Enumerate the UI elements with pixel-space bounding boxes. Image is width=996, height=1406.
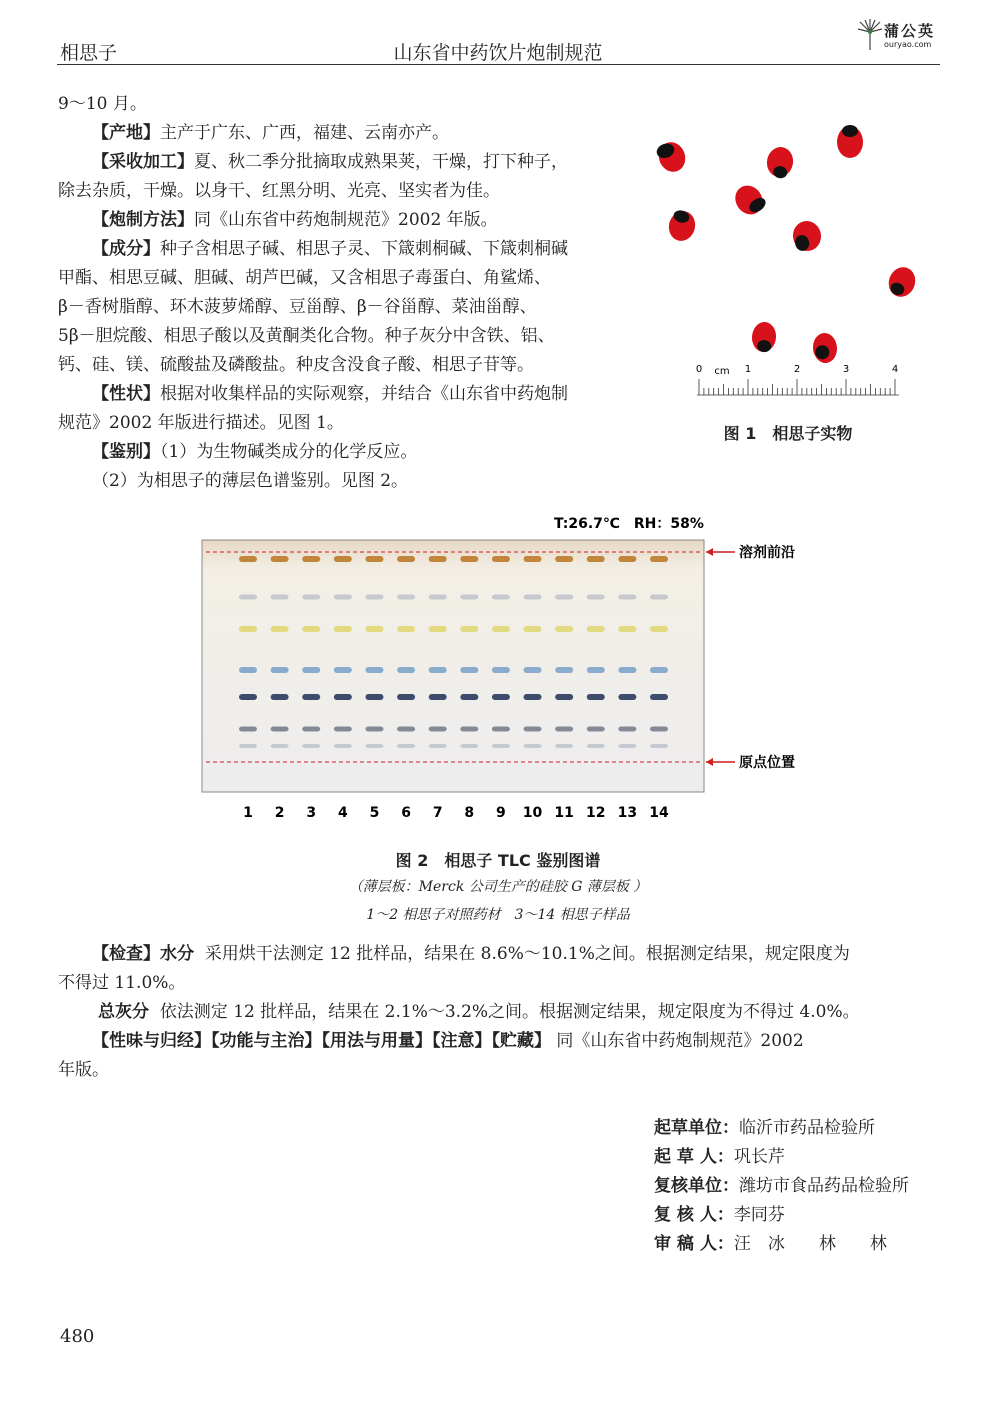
tlc-band	[492, 694, 510, 700]
tlc-band	[397, 694, 415, 700]
section-text: 采用烘干法测定 12 批样品，结果在 8.6%～10.1%之间。根据测定结果，规定限度为	[204, 944, 850, 964]
tlc-band	[524, 626, 542, 632]
tlc-band	[239, 727, 257, 732]
tlc-band	[365, 626, 383, 632]
lane-label: 11	[554, 805, 574, 821]
tlc-band	[302, 694, 320, 700]
section-text: 根据对收集样品的实际观察，并结合《山东省中药炮制	[160, 384, 568, 404]
text-line: 9～10 月。	[58, 94, 147, 114]
tlc-band	[429, 626, 447, 632]
figure-2-subcaption: （薄层板：Merck 公司生产的硅胶 G 薄层板 ）	[348, 879, 648, 895]
lane-label: 7	[432, 805, 443, 821]
running-head-book-title: 山东省中药饮片炮制规范	[393, 42, 603, 64]
section-xingzhuang	[92, 380, 568, 409]
tlc-band	[271, 694, 289, 700]
ruler-label: 4	[891, 364, 899, 375]
tlc-band	[587, 556, 605, 562]
section-label: 【鉴别】	[92, 442, 160, 462]
signature-value: 临沂市药品检验所	[739, 1118, 875, 1138]
tlc-conditions: T:26.7℃ RH：58%	[554, 516, 704, 532]
lane-label: 9	[496, 805, 506, 821]
arrow-front-head	[706, 548, 713, 556]
tlc-band	[587, 744, 605, 748]
tlc-band	[587, 626, 605, 632]
section-jiancha	[92, 940, 850, 969]
tlc-band	[555, 556, 573, 562]
section-jianbie	[92, 438, 417, 467]
tlc-band	[650, 556, 668, 562]
section-chengfen	[92, 235, 568, 264]
tlc-band	[524, 694, 542, 700]
tlc-band	[460, 556, 478, 562]
section-text: 同《山东省中药炮制规范》2002 年版。	[194, 210, 498, 230]
tlc-band	[334, 595, 352, 600]
tlc-band	[587, 595, 605, 600]
tlc-band	[650, 667, 668, 673]
tlc-band	[334, 744, 352, 748]
tlc-band	[302, 727, 320, 732]
section-label: 总灰分	[98, 1002, 149, 1022]
text-line: 规范》2002 年版进行描述。见图 1。	[58, 413, 344, 433]
tlc-band	[618, 595, 636, 600]
tlc-band	[397, 595, 415, 600]
logo-text: 蒲公英	[884, 22, 936, 40]
tlc-band	[429, 667, 447, 673]
tlc-band	[460, 744, 478, 748]
tlc-plate	[202, 540, 704, 792]
running-head-title: 相思子	[60, 42, 118, 64]
tlc-band	[618, 626, 636, 632]
tlc-band	[650, 595, 668, 600]
section-text: 同《山东省中药炮制规范》2002	[556, 1031, 804, 1051]
text-line: （2）为相思子的薄层色谱鉴别。见图 2。	[92, 471, 409, 491]
tlc-band	[271, 626, 289, 632]
figure-1-seeds-photo	[652, 112, 924, 402]
signature-label: 复核单位：	[654, 1176, 739, 1196]
section-xingwei	[92, 1027, 804, 1056]
tlc-band	[239, 556, 257, 562]
tlc-band	[397, 556, 415, 562]
tlc-band	[587, 694, 605, 700]
tlc-band	[397, 667, 415, 673]
tlc-band	[555, 595, 573, 600]
section-label: 【性状】	[92, 384, 160, 404]
text-line: 钙、硅、镁、硫酸盐及磷酸盐。种皮含没食子酸、相思子苷等。	[58, 355, 534, 375]
ruler-label: 1	[744, 364, 752, 375]
tlc-band	[271, 727, 289, 732]
section-text: 夏、秋二季分批摘取成熟果荚，干燥，打下种子，	[194, 152, 568, 172]
tlc-band	[365, 556, 383, 562]
tlc-band	[239, 694, 257, 700]
section-text: （1）为生物碱类成分的化学反应。	[160, 442, 418, 462]
ruler-label: 3	[842, 364, 850, 375]
tlc-band	[334, 694, 352, 700]
signature-value: 汪 冰 林 林	[733, 1234, 887, 1254]
tlc-band	[429, 744, 447, 748]
tlc-band	[650, 694, 668, 700]
tlc-band	[239, 667, 257, 673]
seed-icons	[655, 125, 920, 364]
tlc-band	[302, 595, 320, 600]
signature-row	[654, 1172, 909, 1201]
tlc-band	[587, 667, 605, 673]
text-line: β－香树脂醇、环木菠萝烯醇、豆甾醇、β－谷甾醇、菜油甾醇、	[58, 297, 537, 317]
section-caishou	[92, 148, 568, 177]
tlc-band	[650, 626, 668, 632]
logo-icon	[856, 18, 884, 52]
figure-1-caption: 图 1 相思子实物	[723, 424, 853, 443]
page-number: 480	[60, 1326, 95, 1347]
tlc-band	[524, 744, 542, 748]
tlc-band	[239, 595, 257, 600]
tlc-band	[460, 667, 478, 673]
header-rule	[57, 64, 940, 65]
tlc-band	[460, 595, 478, 600]
tlc-band	[302, 744, 320, 748]
signature-label: 起 草 人：	[654, 1147, 734, 1167]
figure-2-tlc-plate	[198, 508, 818, 828]
section-huifen	[98, 998, 860, 1027]
tlc-band	[587, 727, 605, 732]
signature-label: 起草单位：	[654, 1118, 739, 1138]
signature-value: 潍坊市食品药品检验所	[739, 1176, 909, 1196]
tlc-band	[271, 667, 289, 673]
tlc-band	[239, 626, 257, 632]
lane-label: 6	[401, 805, 411, 821]
tlc-band	[302, 626, 320, 632]
tlc-band	[365, 727, 383, 732]
tlc-band	[334, 667, 352, 673]
tlc-band	[650, 727, 668, 732]
lane-labels	[243, 805, 669, 821]
tlc-band	[302, 667, 320, 673]
tlc-band	[429, 556, 447, 562]
section-text: 种子含相思子碱、相思子灵、下箴刺桐碱、下箴刺桐碱	[160, 239, 568, 259]
section-label: 【检查】水分	[92, 944, 194, 964]
lane-label: 12	[586, 805, 606, 821]
text-line: 除去杂质，干燥。以身干、红黑分明、光亮、坚实者为佳。	[58, 181, 500, 201]
tlc-band	[618, 667, 636, 673]
tlc-band	[271, 595, 289, 600]
section-text: 依法测定 12 批样品，结果在 2.1%～3.2%之间。根据测定结果，规定限度为不得过 4.0%。	[159, 1002, 860, 1022]
tlc-band	[365, 595, 383, 600]
tlc-band	[650, 744, 668, 748]
tlc-band	[365, 694, 383, 700]
tlc-band	[397, 727, 415, 732]
tlc-band	[429, 727, 447, 732]
signature-label: 审 稿 人：	[654, 1234, 734, 1254]
lane-label: 10	[522, 805, 543, 821]
label-solvent-front: 溶剂前沿	[739, 545, 795, 561]
ruler-label: 2	[793, 364, 801, 375]
ruler-label: 0	[695, 364, 703, 375]
section-chandi	[92, 119, 449, 148]
tlc-band	[524, 667, 542, 673]
signature-label: 复 核 人：	[654, 1205, 734, 1225]
section-label: 【采收加工】	[92, 152, 194, 172]
scale-ruler	[697, 379, 899, 395]
tlc-band	[271, 556, 289, 562]
tlc-band	[460, 626, 478, 632]
tlc-band	[555, 727, 573, 732]
tlc-band	[555, 626, 573, 632]
lane-label: 8	[464, 805, 475, 821]
ruler-unit: cm	[714, 366, 730, 377]
tlc-band	[302, 556, 320, 562]
figure-2-caption: 图 2 相思子 TLC 鉴别图谱	[395, 851, 601, 870]
tlc-band	[492, 744, 510, 748]
tlc-band	[555, 694, 573, 700]
section-label: 【产地】	[92, 123, 160, 143]
tlc-band	[334, 556, 352, 562]
tlc-band	[429, 595, 447, 600]
logo-url: ouryao.com	[884, 40, 932, 49]
tlc-band	[492, 595, 510, 600]
tlc-band	[460, 727, 478, 732]
tlc-band	[239, 744, 257, 748]
lane-label: 3	[306, 805, 317, 821]
lane-label: 4	[337, 805, 348, 821]
tlc-band	[618, 556, 636, 562]
signature-row	[654, 1201, 785, 1230]
figure-2-legend: 1～2 相思子对照药材 3～14 相思子样品	[366, 907, 630, 923]
section-label: 【炮制方法】	[92, 210, 194, 230]
signature-value: 巩长芹	[733, 1147, 785, 1167]
tlc-band	[492, 667, 510, 673]
signature-row	[654, 1114, 875, 1143]
tlc-band	[555, 744, 573, 748]
label-origin: 原点位置	[739, 755, 795, 771]
tlc-band	[460, 694, 478, 700]
text-line: 甲酯、相思豆碱、胆碱、胡芦巴碱，又含相思子毒蛋白、角鲨烯、	[58, 268, 551, 288]
lane-label: 2	[274, 805, 285, 821]
tlc-band	[365, 667, 383, 673]
arrow-origin-head	[706, 758, 713, 766]
lane-label: 5	[369, 805, 380, 821]
lane-label: 1	[243, 805, 253, 821]
text-line: 5β－胆烷酸、相思子酸以及黄酮类化合物。种子灰分中含铁、铝、	[58, 326, 555, 346]
tlc-band	[271, 744, 289, 748]
tlc-band	[618, 727, 636, 732]
signature-row	[654, 1143, 785, 1172]
lane-label: 13	[617, 805, 638, 821]
tlc-band	[524, 595, 542, 600]
tlc-band	[397, 626, 415, 632]
section-label: 【成分】	[92, 239, 160, 259]
tlc-band	[365, 744, 383, 748]
tlc-band	[334, 727, 352, 732]
tlc-band	[397, 744, 415, 748]
tlc-band	[334, 626, 352, 632]
signature-row	[654, 1230, 887, 1259]
tlc-band	[492, 556, 510, 562]
signature-value: 李同芬	[733, 1205, 785, 1225]
tlc-band	[524, 727, 542, 732]
tlc-band	[524, 556, 542, 562]
section-paozhi	[92, 206, 498, 235]
tlc-band	[618, 694, 636, 700]
text-line: 不得过 11.0%。	[58, 973, 186, 993]
lane-label: 14	[649, 805, 669, 821]
tlc-band	[618, 744, 636, 748]
text-line: 年版。	[58, 1060, 109, 1080]
tlc-band	[555, 667, 573, 673]
tlc-band	[492, 626, 510, 632]
tlc-band	[429, 694, 447, 700]
section-text: 主产于广东、广西，福建、云南亦产。	[160, 123, 449, 143]
tlc-band	[492, 727, 510, 732]
section-label: 【性味与归经】【功能与主治】【用法与用量】【注意】【贮藏】	[92, 1031, 551, 1051]
